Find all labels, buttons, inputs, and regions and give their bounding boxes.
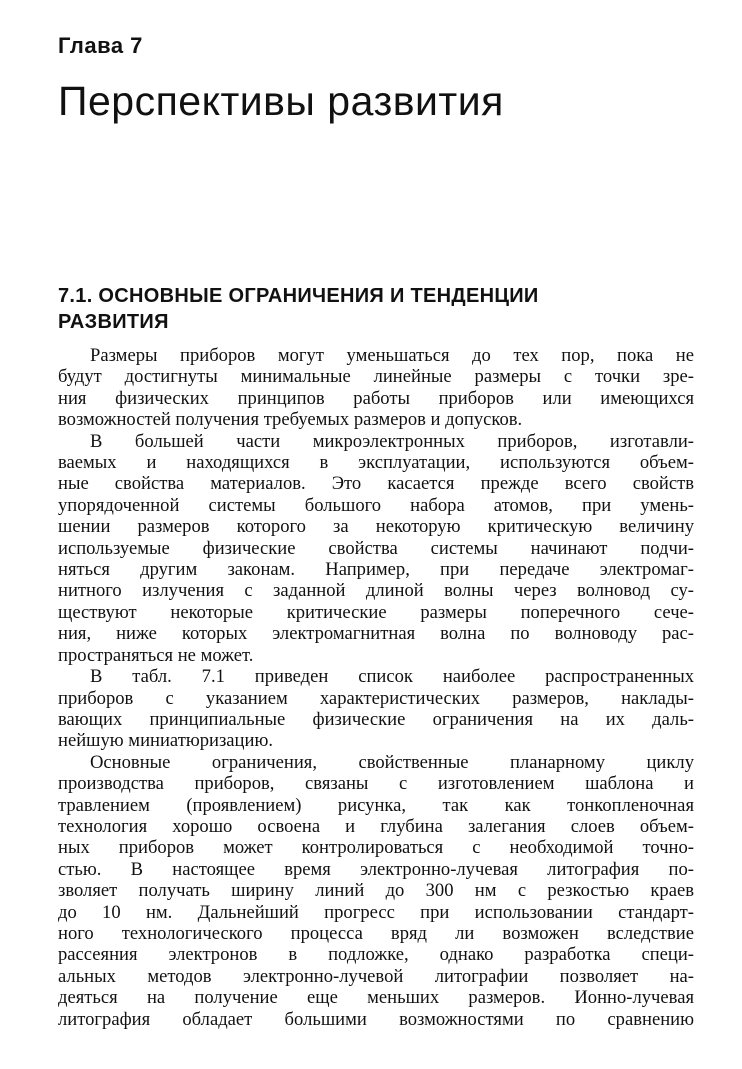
text-line: ных приборов может контролироваться с необходимой точно- <box>58 837 694 859</box>
text-line: зволяет получать ширину линий до 300 нм с резкостью краев <box>58 880 694 902</box>
text-line: ния физических принципов работы приборов или имеющихся <box>58 387 694 409</box>
paragraph <box>58 345 694 431</box>
paragraph <box>58 431 694 666</box>
text-line: няться другим законам. Например, при передаче электромаг- <box>58 559 694 581</box>
text-line: травлением (проявлением) рисунка, так как тонкопленочная <box>58 794 694 816</box>
text-line: шении размеров которого за некоторую критическую величину <box>58 516 694 538</box>
body-text <box>58 345 694 1030</box>
text-line: ного технологического процесса вряд ли возможен вследствие <box>58 922 694 944</box>
section-title-line: РАЗВИТИЯ <box>58 311 169 333</box>
text-line: рассеяния электронов в подложке, однако разработка специ- <box>58 944 694 966</box>
text-line: ния, ниже которых электромагнитная волна по волноводу рас- <box>58 623 694 645</box>
text-line: упорядоченной системы большого набора атомов, при умень- <box>58 494 694 516</box>
text-line: В табл. 7.1 приведен список наиболее распространенных <box>90 666 694 688</box>
text-line: возможностей получения требуемых размеров и допусков. <box>58 409 523 431</box>
paragraph <box>58 666 694 752</box>
text-line: ществуют некоторые критические размеры поперечного сече- <box>58 601 694 623</box>
text-line: будут достигнуты минимальные линейные размеры с точки зре- <box>58 366 694 388</box>
text-line: стью. В настоящее время электронно-лучевая литография по- <box>58 858 694 880</box>
text-line: литография обладает большими возможностями по сравнению <box>58 1008 694 1030</box>
text-line: деяться на получение еще меньших размеров. Ионно-лучевая <box>58 987 694 1009</box>
text-line: до 10 нм. Дальнейший прогресс при использовании стандарт- <box>58 901 694 923</box>
text-line: используемые физические свойства системы начинают подчи- <box>58 537 694 559</box>
text-line: Основные ограничения, свойственные планарному циклу <box>90 751 694 773</box>
paragraph <box>58 752 694 1030</box>
section-title <box>58 283 678 335</box>
text-line: альных методов электронно-лучевой литографии позволяет на- <box>58 965 694 987</box>
text-line: приборов с указанием характеристических размеров, наклады- <box>58 687 694 709</box>
text-line: производства приборов, связаны с изготовлением шаблона и <box>58 773 694 795</box>
chapter-label: Глава 7 <box>58 33 143 58</box>
chapter-title: Перспективы развития <box>58 78 504 124</box>
text-line: нитного излучения с заданной длиной волны через волновод су- <box>58 580 694 602</box>
text-line: вающих принципиальные физические ограничения на их даль- <box>58 708 694 730</box>
text-line: технология хорошо освоена и глубина залегания слоев объем- <box>58 815 694 837</box>
text-line: нейшую миниатюризацию. <box>58 730 273 752</box>
text-line: ные свойства материалов. Это касается прежде всего свойств <box>58 473 694 495</box>
text-line: Размеры приборов могут уменьшаться до тех пор, пока не <box>90 345 694 366</box>
text-line: В большей части микроэлектронных приборов, изготавли- <box>90 430 694 452</box>
section-title-line: 7.1. ОСНОВНЫЕ ОГРАНИЧЕНИЯ И ТЕНДЕНЦИИ <box>58 285 539 307</box>
text-line: ваемых и находящихся в эксплуатации, используются объем- <box>58 452 694 474</box>
text-line: пространяться не может. <box>58 644 254 666</box>
